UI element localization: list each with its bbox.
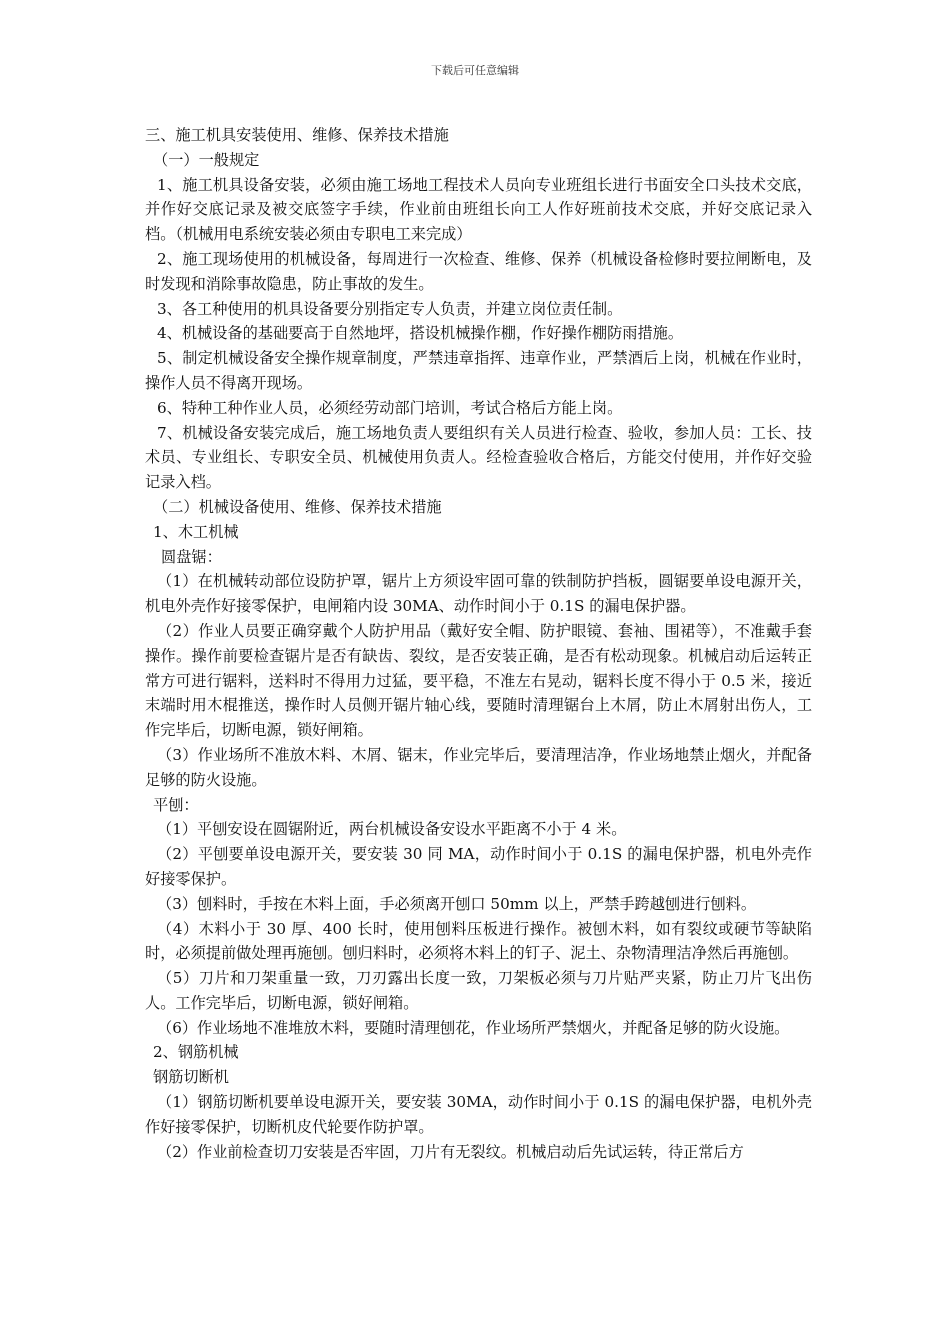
paragraph: （2）平刨要单设电源开关，要安装 30 同 MA，动作时间小于 0.1S 的漏电保护器，机电外壳作好接零保护。 <box>145 845 812 888</box>
paragraph: 2、施工现场使用的机械设备，每周进行一次检查、维修、保养（机械设备检修时要拉闸断电，及时发现和消除事故隐患，防止事故的发生。 <box>145 249 812 293</box>
paragraph: 4、机械设备的基础要高于自然地坪，搭设机械操作棚，作好操作棚防雨措施。 <box>157 324 684 343</box>
subsection-heading: （二）机械设备使用、维修、保养技术措施 <box>153 497 442 516</box>
paragraph: （6）作业场地不准堆放木料，要随时清理刨花，作业场所严禁烟火，并配备足够的防火设施。 <box>157 1018 790 1037</box>
section-heading: 三、施工机具安装使用、维修、保养技术措施 <box>145 126 449 144</box>
machine-heading: 钢筋切断机 <box>153 1068 229 1087</box>
document-body <box>145 123 812 1164</box>
subsection-heading: （一）一般规定 <box>153 150 260 169</box>
paragraph: （5）刀片和刀架重量一致，刀刃露出长度一致，刀架板必须与刀片贴严夹紧，防止刀片飞出伤人。工作完毕后，切断电源，锁好闸箱。 <box>145 969 812 1012</box>
paragraph: （2）作业人员要正确穿戴个人防护用品（戴好安全帽、防护眼镜、套袖、围裙等），不准戴手套操作。操作前要检查锯片是否有缺齿、裂纹，是否安装正确，是否有松动现象。机械启动后运转正常方可进行锯料，送料时不得用力过猛，要平稳，不准左右晃动，锯料长度不得小于 0.5 米，接近末端时用木棍推送，操作时人员侧开锯片轴心线，要随时清理锯台上木屑，防止木屑射出伤人，工作完毕后，切断电源，锁好闸箱。 <box>145 621 812 740</box>
page-header: 下载后可任意编辑 <box>431 64 519 77</box>
paragraph: 3、各工种使用的机具设备要分别指定专人负责，并建立岗位责任制。 <box>157 299 623 318</box>
paragraph: （1）钢筋切断机要单设电源开关，要安装 30MA，动作时间小于 0.1S 的漏电保护器，电机外壳作好接零保护，切断机皮代轮要作防护罩。 <box>145 1093 812 1136</box>
paragraph: （3）作业场所不准放木料、木屑、锯末，作业完毕后，要清理洁净，作业场地禁止烟火，并配备足够的防火设施。 <box>145 745 812 789</box>
paragraph: （2）作业前检查切刀安装是否牢固，刀片有无裂纹。机械启动后先试运转，待正常后方 <box>157 1142 744 1161</box>
paragraph: 1、施工机具设备安装，必须由施工场地工程技术人员向专业班组长进行书面安全口头技术交底，并作好交底记录及被交底签字手续，作业前由班组长向工人作好班前技术交底，并好交底记录入档。（机械用电系统安装必须由专职电工来完成） <box>145 175 812 244</box>
paragraph: 6、特种工种作业人员，必须经劳动部门培训，考试合格后方能上岗。 <box>157 398 623 417</box>
paragraph: （3）刨料时，手按在木料上面，手必须离开刨口 50mm 以上，严禁手跨越刨进行刨料。 <box>157 894 757 913</box>
paragraph: （1）平刨安设在圆锯附近，两台机械设备安设水平距离不小于 4 米。 <box>157 820 627 839</box>
paragraph: （1）在机械转动部位设防护罩，锯片上方须设牢固可靠的铁制防护挡板，圆锯要单设电源开关，机电外壳作好接零保护，电闸箱内设 30MA、动作时间小于 0.1S 的漏电保护器。 <box>145 572 812 616</box>
machine-heading: 圆盘锯： <box>161 547 222 566</box>
item-heading: 1、木工机械 <box>153 522 239 541</box>
paragraph: 7、机械设备安装完成后，施工场地负责人要组织有关人员进行检查、验收，参加人员：工长、技术员、专业组长、专职安全员、机械使用负责人。经检查验收合格后，方能交付使用，并作好交验记录入档。 <box>145 423 812 492</box>
machine-heading: 平刨： <box>153 795 199 814</box>
paragraph: 5、制定机械设备安全操作规章制度，严禁违章指挥、违章作业，严禁酒后上岗，机械在作业时，操作人员不得离开现场。 <box>145 349 812 392</box>
paragraph: （4）木料小于 30 厚、400 长时，使用刨料压板进行操作。被刨木料，如有裂纹或硬节等缺陷时，必须提前做处理再施刨。刨归料时，必须将木料上的钉子、泥土、杂物清理洁净然后再施刨。 <box>145 919 812 963</box>
item-heading: 2、钢筋机械 <box>153 1043 239 1062</box>
